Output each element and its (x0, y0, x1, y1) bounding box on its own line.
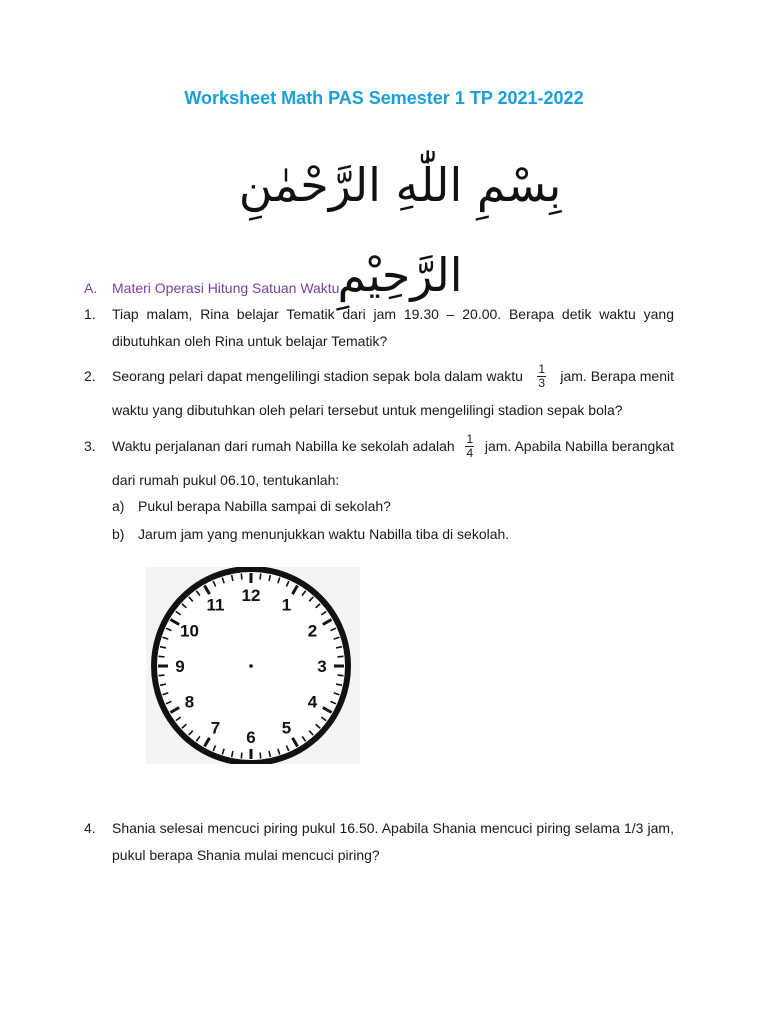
question-number: 3. (84, 438, 96, 454)
question-number: 1. (84, 306, 96, 322)
bismillah-calligraphy: بِسْمِ اللّٰهِ الرَّحْمٰنِ الرَّحِيْمِ (238, 158, 562, 302)
question-text-line: pukul berapa Shania mulai mencuci piring? (112, 847, 380, 863)
clock-number: 3 (317, 657, 327, 676)
section-letter: A. (84, 280, 98, 296)
sub-question-text: Jarum jam yang menunjukkan waktu Nabilla tiba di sekolah. (138, 526, 510, 542)
clock-number: 5 (281, 718, 292, 738)
clock-number: 1 (281, 595, 292, 615)
fraction-numerator: 1 (466, 431, 474, 446)
sub-question-text: Pukul berapa Nabilla sampai di sekolah? (138, 498, 391, 514)
clock-number: 9 (175, 657, 185, 676)
question-text-line (112, 358, 674, 394)
clock-minute-tick (260, 574, 261, 580)
question-text: jam. Berapa menit (560, 368, 674, 384)
clock-number: 11 (206, 595, 225, 615)
clock-minute-tick (241, 753, 242, 759)
clock-number: 12 (241, 586, 261, 605)
fraction-one-quarter (465, 433, 474, 460)
clock-minute-tick (241, 574, 242, 580)
clock-number: 10 (180, 621, 199, 641)
clock-minute-tick (159, 675, 165, 676)
sub-question-label: a) (112, 498, 125, 514)
question-text-line: dari rumah pukul 06.10, tentukanlah: (112, 472, 340, 488)
blank-clock-image (146, 567, 360, 764)
sub-question-label: b) (112, 526, 125, 542)
fraction-one-third (537, 363, 546, 390)
clock-minute-tick (338, 675, 344, 676)
question-text: Waktu perjalanan dari rumah Nabilla ke sekolah adalah (112, 438, 455, 454)
worksheet-title: Worksheet Math PAS Semester 1 TP 2021-2022 (184, 88, 584, 108)
fraction-numerator: 1 (538, 361, 545, 376)
question-text-line: waktu yang dibutuhkan oleh pelari tersebut untuk mengelilingi stadion sepak bola? (112, 402, 623, 418)
clock-minute-tick (159, 656, 165, 657)
question-number: 2. (84, 368, 96, 384)
clock-number: 4 (307, 692, 318, 712)
question-number: 4. (84, 820, 96, 836)
question-text-line: Shania selesai mencuci piring pukul 16.50. Apabila Shania mencuci piring selama 1/3 jam, (112, 820, 674, 836)
fraction-denominator: 4 (466, 445, 474, 460)
question-text-line: dibutuhkan oleh Rina untuk belajar Tematik? (112, 333, 388, 349)
question-text-line: Tiap malam, Rina belajar Tematik dari jam 19.30 – 20.00. Berapa detik waktu yang (112, 306, 674, 322)
clock-face (146, 567, 360, 764)
question-text: Seorang pelari dapat mengelilingi stadion sepak bola dalam waktu (112, 368, 523, 384)
clock-number: 7 (210, 718, 221, 738)
section-title: Materi Operasi Hitung Satuan Waktu (112, 280, 340, 296)
clock-number: 8 (184, 692, 195, 712)
clock-number: 6 (246, 728, 256, 747)
question-text-line (112, 428, 674, 464)
section-heading (84, 280, 339, 296)
question-text: jam. Apabila Nabilla berangkat (484, 438, 674, 454)
sub-question-b (112, 526, 509, 542)
fraction-denominator: 3 (538, 375, 545, 390)
sub-question-a (112, 498, 391, 514)
clock-number: 2 (307, 621, 318, 641)
clock-center-dot (249, 664, 253, 668)
clock-minute-tick (260, 753, 261, 759)
clock-minute-tick (338, 656, 344, 657)
